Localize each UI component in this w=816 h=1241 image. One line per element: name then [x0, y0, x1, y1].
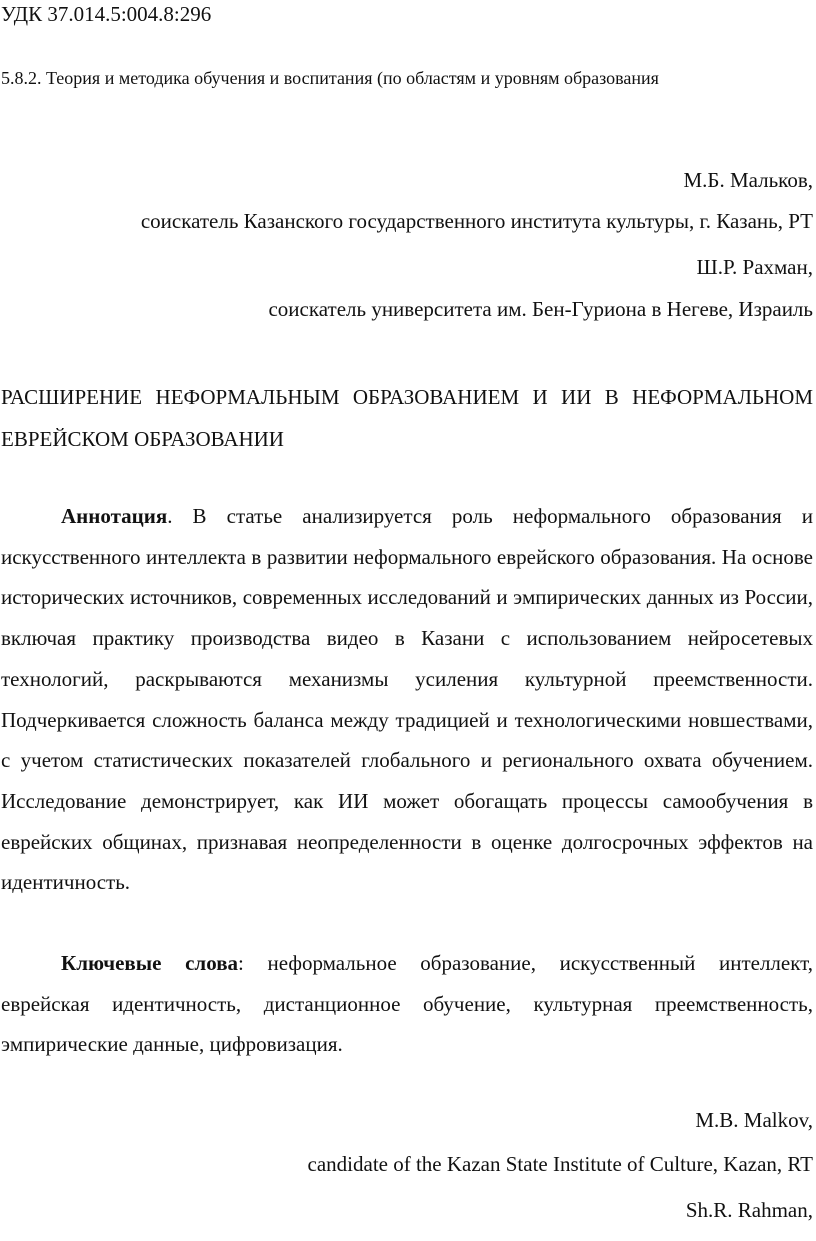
abstract-label: Аннотация	[61, 504, 168, 528]
keywords	[1, 943, 813, 1065]
author-affiliation: соискатель университета им. Бен-Гуриона в Негеве, Израиль	[268, 297, 813, 321]
author-name-en: Sh.R. Rahman,	[685, 1198, 813, 1222]
author-name-en: M.B. Malkov,	[695, 1108, 813, 1132]
author-name: М.Б. Мальков,	[683, 168, 813, 192]
udc-code: УДК 37.014.5:004.8:296	[1, 2, 212, 26]
abstract-text: . В статье анализируется роль неформального образования и искусственного интеллекта в развитии неформального еврейского образования. На основе исторических источников, современных исследований и эмпирических данных из России, включая практику производства видео в Казани с использованием нейросетевых технологий, раскрываются механизмы усиления культурной преемственности. Подчеркивается сложность баланса между традицией и технологическими новшествами, с учетом статистических показателей глобального и регионального охвата обучением. Исследование демонстрирует, как ИИ может обогащать процессы самообучения в еврейских общинах, признавая неопределенности в оценке долгосрочных эффектов на идентичность.	[1, 504, 813, 895]
specialty-code: 5.8.2. Теория и методика обучения и воспитания (по областям и уровням образования	[1, 68, 659, 88]
article-title: РАСШИРЕНИЕ НЕФОРМАЛЬНЫМ ОБРАЗОВАНИЕМ И ИИ В НЕФОРМАЛЬНОМ ЕВРЕЙСКОМ ОБРАЗОВАНИИ	[1, 385, 813, 451]
keywords-label: Ключевые слова	[61, 951, 239, 975]
author-name: Ш.Р. Рахман,	[696, 255, 813, 279]
keywords-text: : неформальное образование, искусственный интеллект, еврейская идентичность, дистанционное обучение, культурная преемственность, эмпирические данные, цифровизация.	[1, 951, 813, 1057]
abstract	[1, 496, 813, 903]
author-affiliation-en: candidate of the Kazan State Institute of Culture, Kazan, RT	[307, 1152, 813, 1176]
author-affiliation: соискатель Казанского государственного института культуры, г. Казань, РТ	[140, 209, 813, 233]
